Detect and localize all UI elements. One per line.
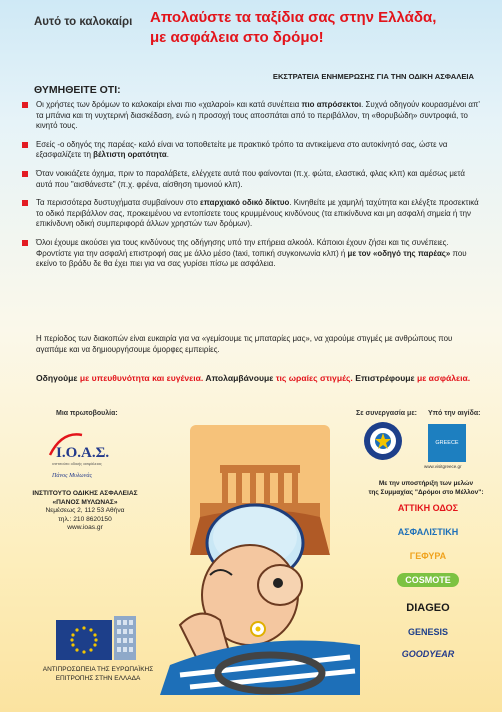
bullet-item: Όταν νοικιάζετε όχημα, πριν το παραλάβετε, ελέγχετε αυτά που φαίνονται (π.χ. φώτα, ελαστικά, φλας κλπ) και αμέσως μετά αυτά που "αισθάνεστε" (π.χ. φρένα, αίσθηση τιμονιού κλπ). — [22, 169, 482, 190]
bullet-square-icon — [22, 240, 28, 246]
ioas-web-link[interactable]: www.ioas.gr — [67, 524, 103, 531]
bullet-square-icon — [22, 171, 28, 177]
bullet-square-icon — [22, 142, 28, 148]
eu-representation-text: ΑΝΤΙΠΡΟΣΩΠΕΙΑ ΤΗΣ ΕΥΡΩΠΑΪΚΗΣ ΕΠΙΤΡΟΠΗΣ ΣΤΗΝ ΕΛΛΑΔΑ — [42, 666, 154, 682]
cooperation-label: Σε συνεργασία με: — [356, 410, 417, 417]
greece-web-link[interactable]: www.visitgreece.gr — [424, 464, 462, 469]
sponsor-title: Με την υποστήριξη των μελών της Συμμαχίας "Δρόμοι στο Μέλλον": — [368, 480, 484, 496]
eu-flag-icon[interactable] — [56, 620, 112, 660]
top-left-title: Αυτό το καλοκαίρι — [34, 16, 133, 28]
sponsor-goodyear[interactable]: GOODYEAR — [401, 649, 455, 659]
headline — [150, 8, 450, 48]
svg-text:Ι.Ο.Α.Σ.: Ι.Ο.Α.Σ. — [56, 445, 110, 461]
bullet-list — [22, 100, 482, 278]
ioas-contact: ΙΝΣΤΙΤΟΥΤΟ ΟΔΙΚΗΣ ΑΣΦΑΛΕΙΑΣ «ΠΑΝΟΣ ΜΥΛΩΝΑΣ» Νεμέσεως 2, 112 53 Αθήνα τηλ.: 210 8620150 www.ioas.gr — [20, 490, 150, 533]
bullet-square-icon — [22, 102, 28, 108]
sponsor-diageo[interactable]: DIAGEO — [406, 602, 450, 614]
auspices-label: Υπό την αιγίδα: — [428, 410, 481, 417]
bullet-item: Τα περισσότερα δυστυχήματα συμβαίνουν στο επαρχιακό οδικό δίκτυο. Κινηθείτε με χαμηλή ταχύτητα και ελέγξτε προσεκτικά το οδικό περιβάλλον σας, προκειμένου να εντοπίσετε τους κρυμμένους κινδύνους (τα επικίνδυνα και μη ασφαλή σημεία ή την επικίνδυνη οδική συμπεριφορά άλλων χρηστών των δρόμων). — [22, 198, 482, 230]
headline-line-1: Απολαύστε τα ταξίδια σας στην Ελλάδα, — [150, 9, 437, 26]
bullet-item: Εσείς -ο οδηγός της παρέας- καλό είναι να τοποθετείτε με πρακτικό τρόπο τα αντικείμενα στο αυτοκίνητό σας, ώστε να εξασφαλίζετε τη βέλτιστη ορατότητα. — [22, 140, 482, 161]
remember-heading: ΘΥΜΗΘΕΙΤΕ ΟΤΙ: — [34, 84, 121, 96]
sponsor-gefyra[interactable]: ΓΕΦΥΡΑ — [409, 551, 447, 561]
sponsor-asfalistiki[interactable]: ΑΣΦΑΛΙΣΤΙΚΗ — [397, 527, 459, 537]
greece-logo[interactable]: GREECE — [428, 424, 466, 462]
motto-line: Οδηγούμε με υπευθυνότητα και ευγένεια. Απολαμβάνουμε τις ωραίες στιγμές. Επιστρέφουμε με ασφάλεια. — [36, 373, 471, 383]
svg-text:ινστιτούτο οδικής ασφάλειας: ινστιτούτο οδικής ασφάλειας — [52, 461, 102, 466]
sponsor-attiki-odos[interactable]: ΑΤΤΙΚΗ ΟΔΟΣ — [397, 503, 459, 513]
campaign-title: ΕΚΣΤΡΑΤΕΙΑ ΕΝΗΜΕΡΩΣΗΣ ΓΙΑ ΤΗΝ ΟΔΙΚΗ ΑΣΦΑΛΕΙΑ — [272, 72, 474, 81]
initiative-label: Μια πρωτοβουλία: — [56, 410, 118, 417]
driver-illustration — [160, 425, 360, 695]
ioas-logo[interactable] — [42, 425, 122, 483]
sponsor-cosmote[interactable]: COSMOTE — [386, 570, 470, 590]
sponsor-genesis[interactable]: GENESIS — [407, 627, 448, 637]
svg-text:Πάνος Μυλωνάς: Πάνος Μυλωνάς — [52, 473, 92, 479]
bullet-item: Όλοι έχουμε ακούσει για τους κινδύνους της οδήγησης υπό την επήρεια αλκοόλ. Κάποιοι έχουν ζήσει και τις συνέπειες. Φροντίστε για την ασφαλή επιστροφή σας με άλλο μέσο (taxi, τοπική συγκοινωνία κλπ) ή με τον «οδηγό της παρέας» που εκείνο το βράδυ δε θα έχει πιει για να σας γυρίσει πίσω με ασφάλεια. — [22, 238, 482, 270]
bullet-square-icon — [22, 200, 28, 206]
headline-line-2: με ασφάλεια στο δρόμο! — [150, 29, 324, 46]
holiday-paragraph: Η περίοδος των διακοπών είναι ευκαιρία για να «γεμίσουμε τις μπαταρίες μας», να χαρούμε στιγμές με ανθρώπους που αγαπάμε και να δημιουργήσουμε όμορφες εμπειρίες. — [36, 334, 453, 354]
bullet-item: Οι χρήστες των δρόμων το καλοκαίρι είναι πιο «χαλαροί» και κατά συνέπεια πιο απρόσεκτοι. Συχνά οδηγούν κουρασμένοι απ' τα μπάνια και τη νυχτερινή διασκέδαση, ενώ η προσοχή τους αποσπάται από το περιβάλλον, τη «θορυβώδη» συντροφιά, το κινητό τους. — [22, 100, 482, 132]
police-emblem-icon[interactable] — [362, 420, 404, 462]
eu-building-icon — [110, 610, 140, 662]
